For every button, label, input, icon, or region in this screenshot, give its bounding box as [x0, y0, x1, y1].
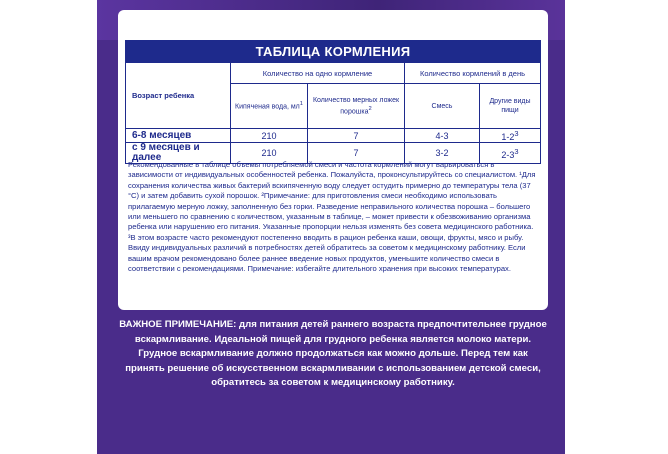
mix-header: Смесь — [405, 84, 480, 129]
other-food-cell: $2-3^3$ — [480, 143, 541, 164]
table-title: ТАБЛИЦА КОРМЛЕНИЯ — [125, 40, 541, 62]
other-food-header: Другие виды пищи — [480, 84, 541, 129]
per-feeding-header: Количество на одно кормление — [231, 63, 405, 84]
water-header: Кипяченая вода, $мл^1$ — [231, 84, 308, 129]
spoons-header: Количество мерных ложек порошка$^2$ — [308, 84, 405, 129]
other-food-cell: $1-2^3$ — [480, 129, 541, 143]
water-cell: 210 — [231, 129, 308, 143]
important-note: ВАЖНОЕ ПРИМЕЧАНИЕ: для питания детей раннего возраста предпочтительнее грудное вскармливание. Идеальной пищей для грудного ребенка является молоко матери. Грудное вскармливание должно продолжаться как можно дольше. Перед тем как принять решение об искусственном вскармливании с использованием детской смеси, обратитесь за советом к медицинскому работнику. — [119, 319, 547, 388]
spoons-cell: 7 — [308, 143, 405, 164]
per-day-header: Количество кормлений в день — [405, 63, 541, 84]
table-header-row — [126, 63, 541, 84]
mix-cell: 4-3 — [405, 129, 480, 143]
mix-cell: 3-2 — [405, 143, 480, 164]
age-cell: с 9 месяцев и далее — [126, 143, 231, 164]
spoons-cell: 7 — [308, 129, 405, 143]
age-header: Возраст ребенка — [126, 63, 231, 129]
table-row — [126, 129, 541, 143]
feeding-table — [125, 62, 541, 164]
water-cell: 210 — [231, 143, 308, 164]
age-cell: 6-8 месяцев — [126, 129, 231, 143]
footnotes-text: Рекомендованные в таблице объемы потребляемой смеси и частота кормлений могут варьироваться в зависимости от индивидуальных особенностей ребенка. Пожалуйста, проконсультируйтесь со специалистом. ¹Для сохранения количества живых бактерий вскипяченную воду следует остудить примерно до температуры тела (37 °С) и затем добавить сухой порошок. ²Примечание: для приготовления смеси необходимо использовать прилагаемую мерную ложку, заполненную без горки. Разведение неправильного количества порошка – большего или меньшего по сравнению с количеством, указанным в таблице, – может привести к обезвоживанию организма ребенка или нарушению его питания. Указанные пропорции нельзя изменять без совета медицинского работника. ³В этом возрасте часто рекомендуют постепенно вводить в рацион ребенка каши, овощи, фрукты, мясо и рыбу. Ввиду индивидуальных различий в потребностях детей обратитесь за советом к медицинскому работнику. Если вашим врачом рекомендовано более раннее введение новых продуктов, уменьшите количество смеси в соответствии с рекомендациями. Примечание: избегайте длительного хранения при высоких температурах. — [128, 160, 536, 274]
